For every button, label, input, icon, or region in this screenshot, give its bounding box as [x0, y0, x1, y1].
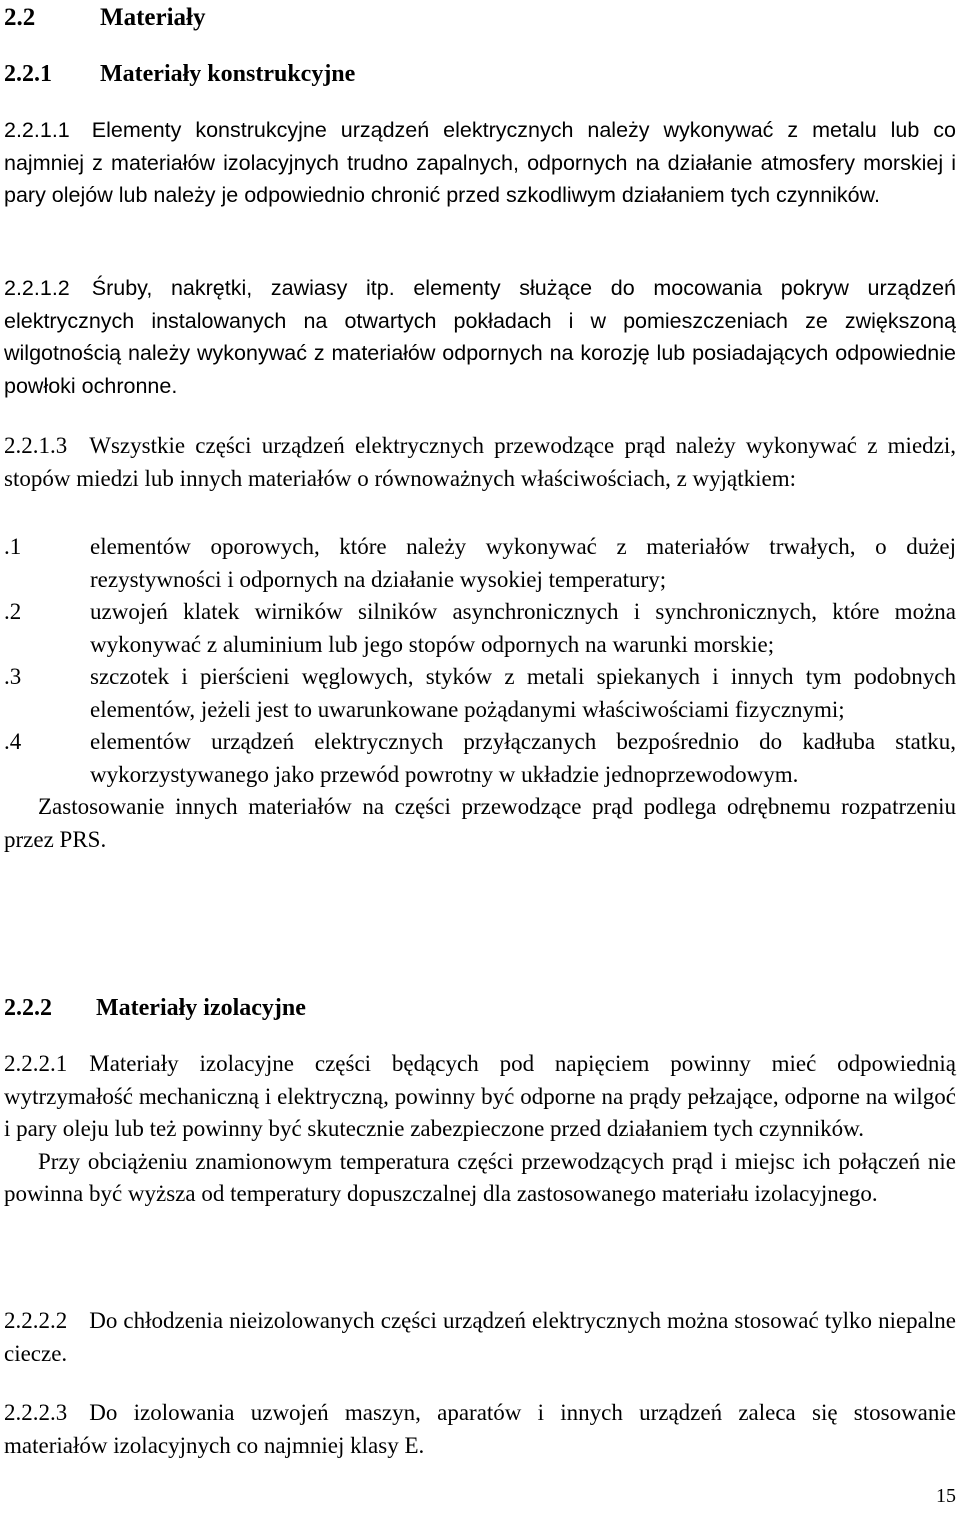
paragraph-2-2-1-1 [4, 114, 956, 212]
list-item [4, 531, 956, 596]
paragraph-text: Elementy konstrukcyjne urządzeń elektrycznych należy wykonywać z metalu lub co najmniej z materiałów izolacyjnych trudno zapalnych, odpornych na działanie atmosfery morskiej i pary olejów lub należy je odpowiednio chronić przed szkodliwym działaniem tych czynników. [4, 118, 956, 207]
paragraph-number: 2.2.2.2 [4, 1308, 68, 1333]
paragraph-number: 2.2.1.3 [4, 433, 68, 458]
paragraph-text-after-list: Zastosowanie innych materiałów na części przewodzące prąd podlega odrębnemu rozpatrzeniu przez PRS. [4, 794, 956, 852]
section-heading-2-2-2 [4, 992, 306, 1025]
paragraph-number: 2.2.1.1 [4, 118, 70, 142]
paragraph-2-2-2-3 [4, 1397, 956, 1462]
paragraph-text-second: Przy obciążeniu znamionowym temperatura części przewodzących prąd i miejsc ich połączeń nie powinna być wyższa od temperatury dopuszczalnej dla zastosowanego materiału izolacyjnego. [4, 1148, 956, 1206]
paragraph-text: Wszystkie części urządzeń elektrycznych przewodzące prąd należy wykonywać z miedzi, stopów miedzi lub innych materiałów o równoważnych właściwościach, z wyjątkiem: [4, 433, 956, 491]
paragraph-2-2-1-2 [4, 272, 956, 402]
list-marker: .1 [4, 534, 22, 559]
paragraph-2-2-2-2 [4, 1305, 956, 1370]
list-item [4, 596, 956, 661]
heading-number: 2.2 [4, 4, 36, 31]
heading-title: Materiały izolacyjne [96, 995, 306, 1021]
list-item-text: elementów oporowych, które należy wykonywać z materiałów trwałych, o dużej rezystywności i odpornych na działanie wysokiej temperatury; [90, 534, 956, 592]
heading-title: Materiały [100, 4, 206, 31]
paragraph-text: Do chłodzenia nieizolowanych części urządzeń elektrycznych można stosować tylko niepalne ciecze. [4, 1308, 956, 1366]
paragraph-2-2-1-3 [4, 430, 956, 495]
list-item [4, 726, 956, 791]
section-heading-2-2 [4, 2, 206, 35]
exceptions-list [4, 531, 956, 856]
heading-number: 2.2.1 [4, 61, 52, 87]
page-number: 15 [936, 1485, 956, 1507]
list-marker: .4 [4, 729, 22, 754]
paragraph-text: Materiały izolacyjne części będących pod napięciem powinny mieć odpowiednią wytrzymałość mechaniczną i elektryczną, powinny być odporne na prądy pełzające, odporne na wilgoć i pary oleju lub też powinny być skutecznie zabezpieczone przed działaniem tych czynników. [4, 1051, 956, 1141]
list-item-text: szczotek i pierścieni węglowych, styków z metali spiekanych i innych tym podobnych elementów, jeżeli jest to uwarunkowane pożądanymi właściwościami fizycznymi; [90, 664, 956, 722]
list-marker: .3 [4, 664, 22, 689]
paragraph-number: 2.2.2.3 [4, 1400, 68, 1425]
list-item [4, 661, 956, 726]
heading-title: Materiały konstrukcyjne [100, 61, 356, 87]
list-item-text: uzwojeń klatek wirników silników asynchronicznych i synchronicznych, które można wykonywać z aluminium lub jego stopów odpornych na warunki morskie; [90, 599, 956, 657]
paragraph-text: Śruby, nakrętki, zawiasy itp. elementy służące do mocowania pokryw urządzeń elektrycznych instalowanych na otwartych pokładach i w pomieszczeniach ze zwiększoną wilgotnością należy wykonywać z materiałów odpornych na korozję lub posiadających odpowiednie powłoki ochronne. [4, 276, 956, 398]
list-item-text: elementów urządzeń elektrycznych przyłączanych bezpośrednio do kadłuba statku, wykorzystywanego jako przewód powrotny w układzie jednoprzewodowym. [90, 729, 956, 787]
paragraph-2-2-2-1 [4, 1048, 956, 1211]
list-marker: .2 [4, 599, 22, 624]
paragraph-number: 2.2.2.1 [4, 1051, 68, 1076]
paragraph-text: Do izolowania uzwojeń maszyn, aparatów i innych urządzeń zaleca się stosowanie materiałów izolacyjnych co najmniej klasy E. [4, 1400, 956, 1458]
heading-number: 2.2.2 [4, 995, 52, 1021]
section-heading-2-2-1 [4, 58, 355, 91]
paragraph-number: 2.2.1.2 [4, 276, 70, 300]
